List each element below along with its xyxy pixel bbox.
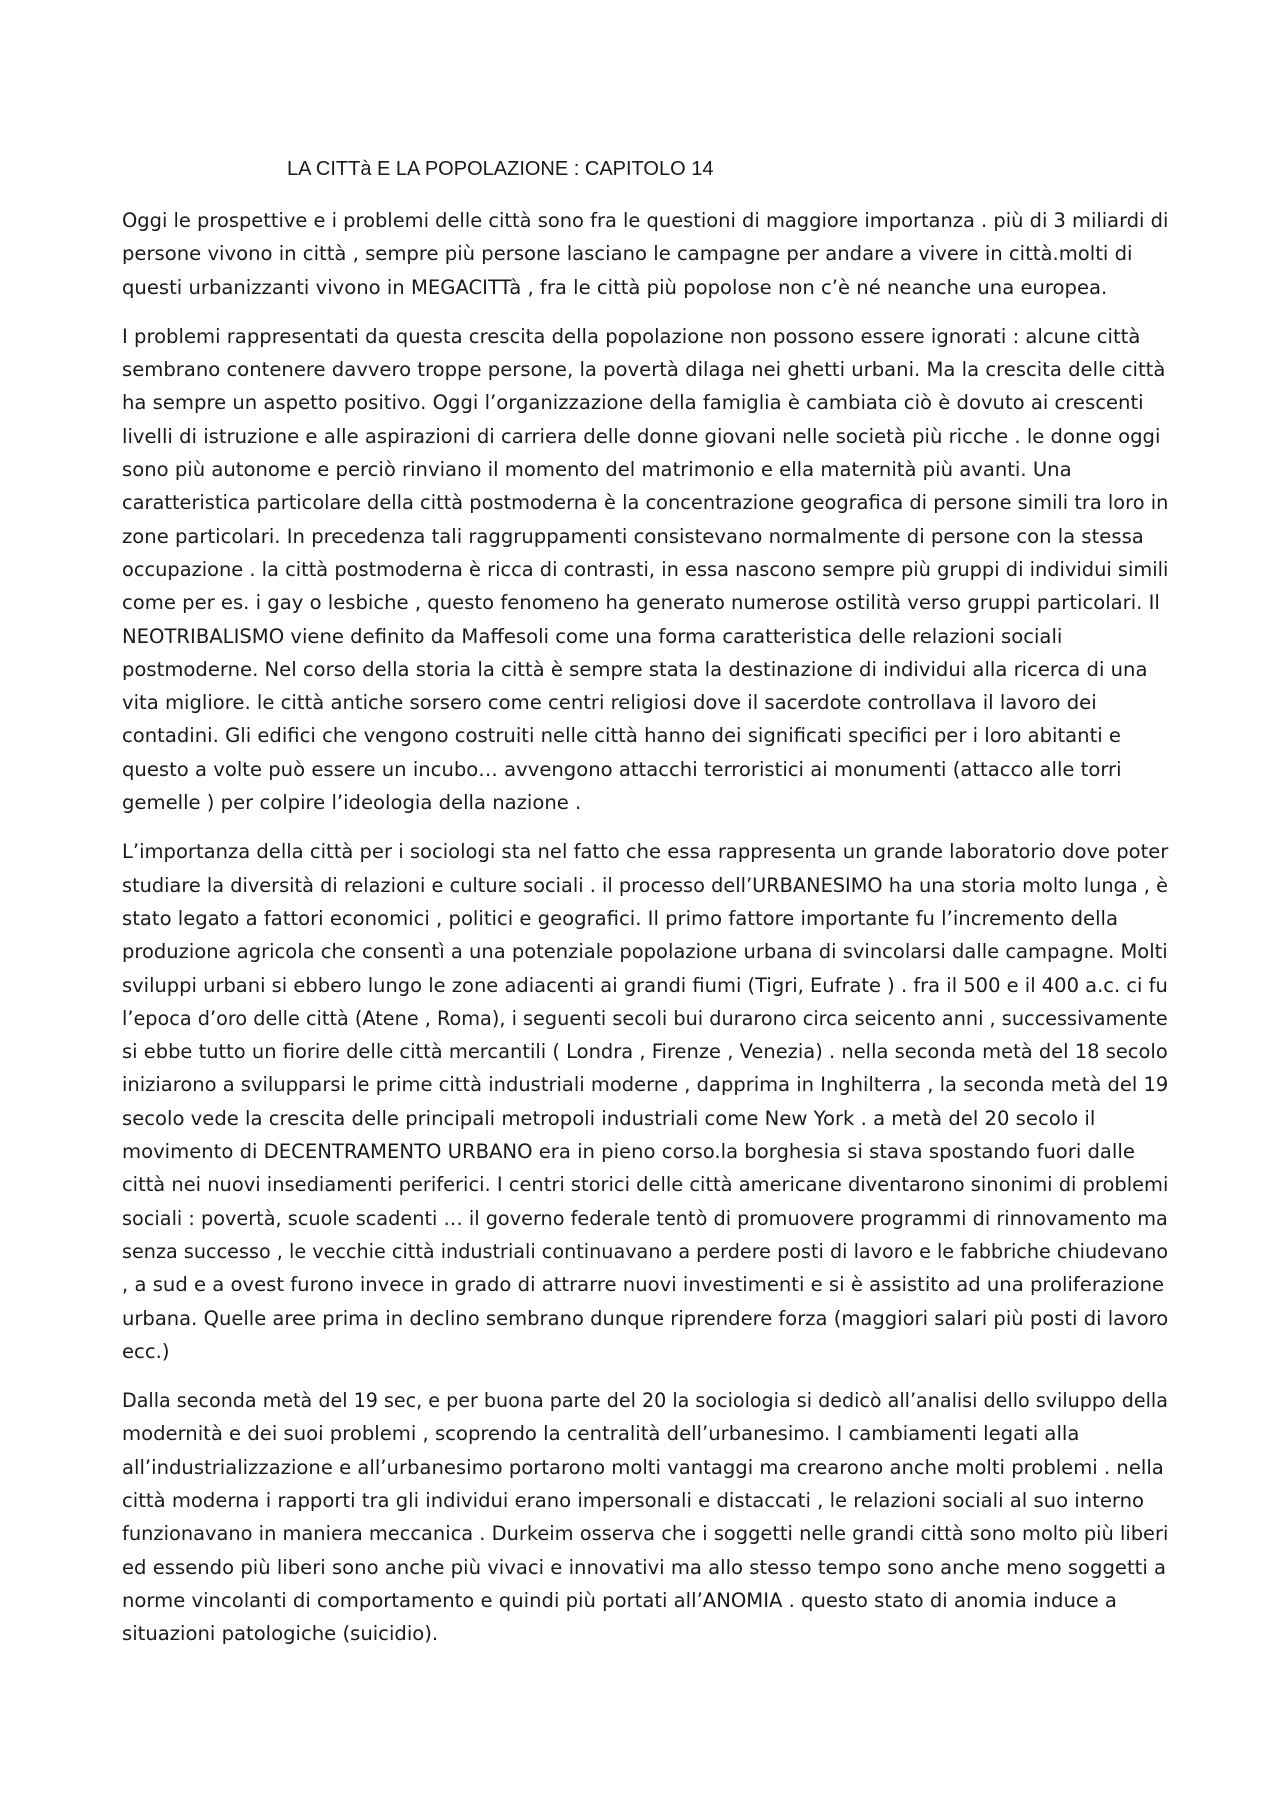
text-line: ha sempre un aspetto positivo. Oggi l’organizzazione della famiglia è cambiata ciò è dovuto ai crescenti (122, 391, 1144, 415)
text-line: NEOTRIBALISMO viene definito da Maffesoli come una forma caratteristica delle relazioni sociali (122, 624, 1063, 648)
text-line: gemelle ) per colpire l’ideologia della nazione . (122, 791, 582, 815)
text-line: città moderna i rapporti tra gli individui erano impersonali e distaccati , le relazioni sociali al suo interno (122, 1488, 1145, 1512)
text-line: ecc.) (122, 1339, 170, 1363)
text-line: secolo vede la crescita delle principali metropoli industriali come New York . a metà del 20 secolo il (122, 1106, 1096, 1130)
text-line: sociali : povertà, scuole scadenti … il governo federale tentò di promuovere programmi di rinnovamento ma (122, 1206, 1168, 1230)
paragraph (122, 204, 1168, 304)
text-line: modernità e dei suoi problemi , scoprendo la centralità dell’urbanesimo. I cambiamenti legati alla (122, 1422, 1080, 1446)
text-line: persone vivono in città , sempre più persone lasciano le campagne per andare a vivere in città.molti di (122, 242, 1133, 266)
text-line: livelli di istruzione e alle aspirazioni di carriera delle donne giovani nelle società più ricche . le donne oggi (122, 424, 1161, 448)
text-line: situazioni patologiche (suicidio). (122, 1622, 439, 1646)
text-line: produzione agricola che consentì a una potenziale popolazione urbana di svincolarsi dalle campagne. Molti (122, 940, 1168, 964)
text-line: città nei nuovi insediamenti periferici. I centri storici delle città americane diventarono sinonimi di problemi (122, 1173, 1169, 1197)
text-line: vita migliore. le città antiche sorsero come centri religiosi dove il sacerdote controllava il lavoro dei (122, 691, 1097, 715)
text-line: urbana. Quelle aree prima in declino sembrano dunque riprendere forza (maggiori salari più posti di lavoro (122, 1306, 1169, 1330)
text-line: sembrano contenere davvero troppe persone, la povertà dilaga nei ghetti urbani. Ma la crescita delle città (122, 358, 1166, 382)
text-line: zone particolari. In precedenza tali raggruppamenti consistevano normalmente di persone con la stessa (122, 524, 1144, 548)
text-line: l’epoca d’oro delle città (Atene , Roma), i seguenti secoli bui durarono circa seicento anni , successivamente (122, 1006, 1168, 1030)
text-line: I problemi rappresentati da questa crescita della popolazione non possono essere ignorati : alcune città (122, 324, 1141, 348)
text-line: stato legato a fattori economici , politici e geografici. Il primo fattore importante fu l’incremento della (122, 906, 1118, 930)
paragraph (122, 835, 1168, 1368)
text-line: questo a volte può essere un incubo… avvengono attacchi terroristici ai monumenti (attacco alle torri (122, 757, 1122, 781)
text-line: funzionavano in maniera meccanica . Durkeim osserva che i soggetti nelle grandi città sono molto più liberi (122, 1522, 1169, 1546)
text-line: si ebbe tutto un fiorire delle città mercantili ( Londra , Firenze , Venezia) . nella seconda metà del 18 secolo (122, 1040, 1168, 1064)
document-title: LA CITTà E LA POPOLAZIONE : CAPITOLO 14 (287, 158, 714, 180)
text-line: occupazione . la città postmoderna è ricca di contrasti, in essa nascono sempre più gruppi di individui simili (122, 557, 1169, 581)
text-line: L’importanza della città per i sociologi sta nel fatto che essa rappresenta un grande laboratorio dove poter (122, 840, 1169, 864)
text-line: movimento di DECENTRAMENTO URBANO era in pieno corso.la borghesia si stava spostando fuori dalle (122, 1140, 1135, 1164)
text-line: postmoderne. Nel corso della storia la città è sempre stata la destinazione di individui alla ricerca di una (122, 657, 1148, 681)
text-line: all’industrializzazione e all’urbanesimo portarono molti vantaggi ma crearono anche molti problemi . nella (122, 1455, 1164, 1479)
text-line: iniziarono a svilupparsi le prime città industriali moderne , dapprima in Inghilterra , la seconda metà del 19 (122, 1073, 1169, 1097)
text-line: come per es. i gay o lesbiche , questo fenomeno ha generato numerose ostilità verso gruppi particolari. Il (122, 591, 1160, 615)
text-line: ed essendo più liberi sono anche più vivaci e innovativi ma allo stesso tempo sono anche meno soggetti a (122, 1555, 1167, 1579)
text-line: norme vincolanti di comportamento e quindi più portati all’ANOMIA . questo stato di anomia induce a (122, 1588, 1117, 1612)
text-line: sono più autonome e perciò rinviano il momento del matrimonio e ella maternità più avanti. Una (122, 458, 1072, 482)
text-line: questi urbanizzanti vivono in MEGACITTà , fra le città più popolose non c’è né neanche una europea. (122, 275, 1108, 299)
text-line: studiare la diversità di relazioni e culture sociali . il processo dell’URBANESIMO ha una storia molto lunga , è (122, 873, 1168, 897)
text-line: Oggi le prospettive e i problemi delle città sono fra le questioni di maggiore importanza . più di 3 miliardi di (122, 209, 1169, 232)
text-line: contadini. Gli edifici che vengono costruiti nelle città hanno dei significati specifici per i loro abitanti e (122, 724, 1121, 748)
text-line: sviluppi urbani si ebbero lungo le zone adiacenti ai grandi fiumi (Tigri, Eufrate ) . fra il 500 e il 400 a.c. ci fu (122, 973, 1168, 997)
text-line: Dalla seconda metà del 19 sec, e per buona parte del 20 la sociologia si dedicò all’analisi dello sviluppo della (122, 1389, 1168, 1413)
paragraph (122, 1384, 1168, 1650)
text-line: senza successo , le vecchie città industriali continuavano a perdere posti di lavoro e le fabbriche chiudevano (122, 1239, 1169, 1263)
text-line: , a sud e a ovest furono invece in grado di attrarre nuovi investimenti e si è assistito ad una proliferazione (122, 1273, 1165, 1297)
paragraph (122, 320, 1168, 819)
document-body (122, 204, 1168, 1666)
text-line: caratteristica particolare della città postmoderna è la concentrazione geografica di persone simili tra loro in (122, 491, 1169, 515)
